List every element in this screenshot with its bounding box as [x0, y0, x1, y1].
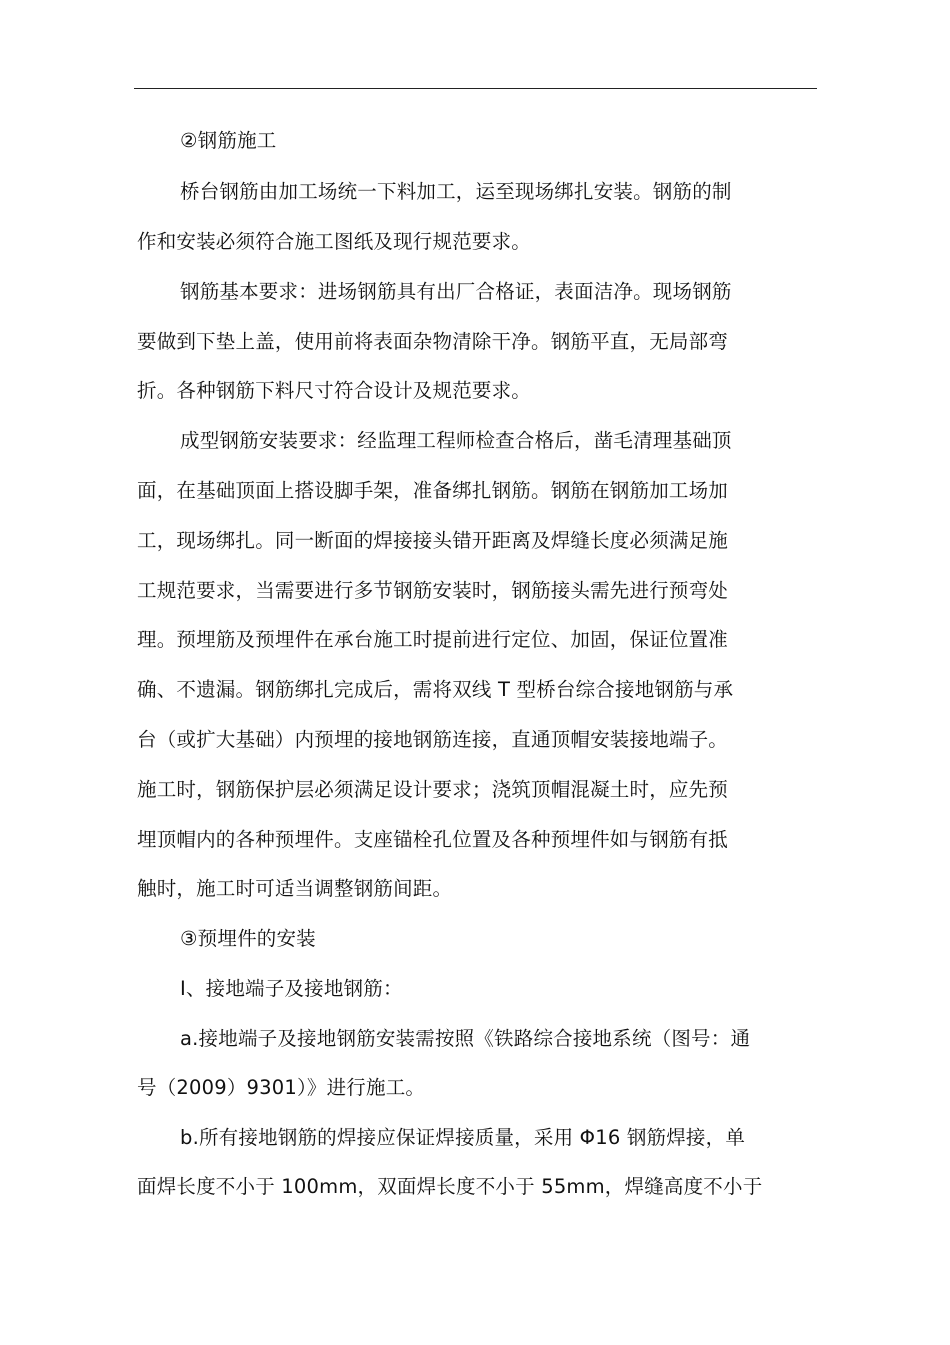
paragraph-line: 成型钢筋安装要求：经监理工程师检查合格后，凿毛清理基础顶 — [180, 429, 732, 452]
paragraph-line: 桥台钢筋由加工场统一下料加工，运至现场绑扎安装。钢筋的制 — [180, 180, 732, 203]
paragraph-line: b.所有接地钢筋的焊接应保证焊接质量，采用 Φ16 钢筋焊接，单 — [180, 1126, 746, 1149]
paragraph-line: 面焊长度不小于 100mm，双面焊长度不小于 55mm，焊缝高度不小于 — [137, 1175, 763, 1198]
heading-embedded-parts: ③预埋件的安装 — [180, 927, 316, 950]
paragraph-line: 要做到下垫上盖，使用前将表面杂物清除干净。钢筋平直，无局部弯 — [137, 330, 729, 353]
paragraph-line: 工规范要求，当需要进行多节钢筋安装时，钢筋接头需先进行预弯处 — [137, 579, 729, 602]
header-rule — [134, 88, 817, 89]
heading-rebar-construction: ②钢筋施工 — [180, 129, 277, 152]
paragraph-line: 理。预埋筋及预埋件在承台施工时提前进行定位、加固，保证位置准 — [137, 628, 729, 651]
paragraph-line: 埋顶帽内的各种预埋件。支座锚栓孔位置及各种预埋件如与钢筋有抵 — [137, 828, 729, 851]
paragraph-line: 钢筋基本要求：进场钢筋具有出厂合格证，表面洁净。现场钢筋 — [180, 280, 732, 303]
paragraph-line: a.接地端子及接地钢筋安装需按照《铁路综合接地系统（图号：通 — [180, 1027, 751, 1050]
paragraph-line: 工，现场绑扎。同一断面的焊接接头错开距离及焊缝长度必须满足施 — [137, 529, 729, 552]
paragraph-line: 作和安装必须符合施工图纸及现行规范要求。 — [137, 230, 532, 253]
subheading-grounding: Ⅰ、接地端子及接地钢筋： — [180, 977, 403, 1000]
paragraph-line: 台（或扩大基础）内预埋的接地钢筋连接，直通顶帽安装接地端子。 — [137, 728, 729, 751]
paragraph-line: 号（2009）9301）》进行施工。 — [137, 1076, 426, 1099]
paragraph-line: 折。各种钢筋下料尺寸符合设计及规范要求。 — [137, 379, 532, 402]
paragraph-line: 施工时，钢筋保护层必须满足设计要求；浇筑顶帽混凝土时，应先预 — [137, 778, 729, 801]
paragraph-line: 触时，施工时可适当调整钢筋间距。 — [137, 877, 453, 900]
paragraph-line: 确、不遗漏。钢筋绑扎完成后，需将双线 T 型桥台综合接地钢筋与承 — [137, 678, 734, 701]
paragraph-line: 面，在基础顶面上搭设脚手架，准备绑扎钢筋。钢筋在钢筋加工场加 — [137, 479, 729, 502]
